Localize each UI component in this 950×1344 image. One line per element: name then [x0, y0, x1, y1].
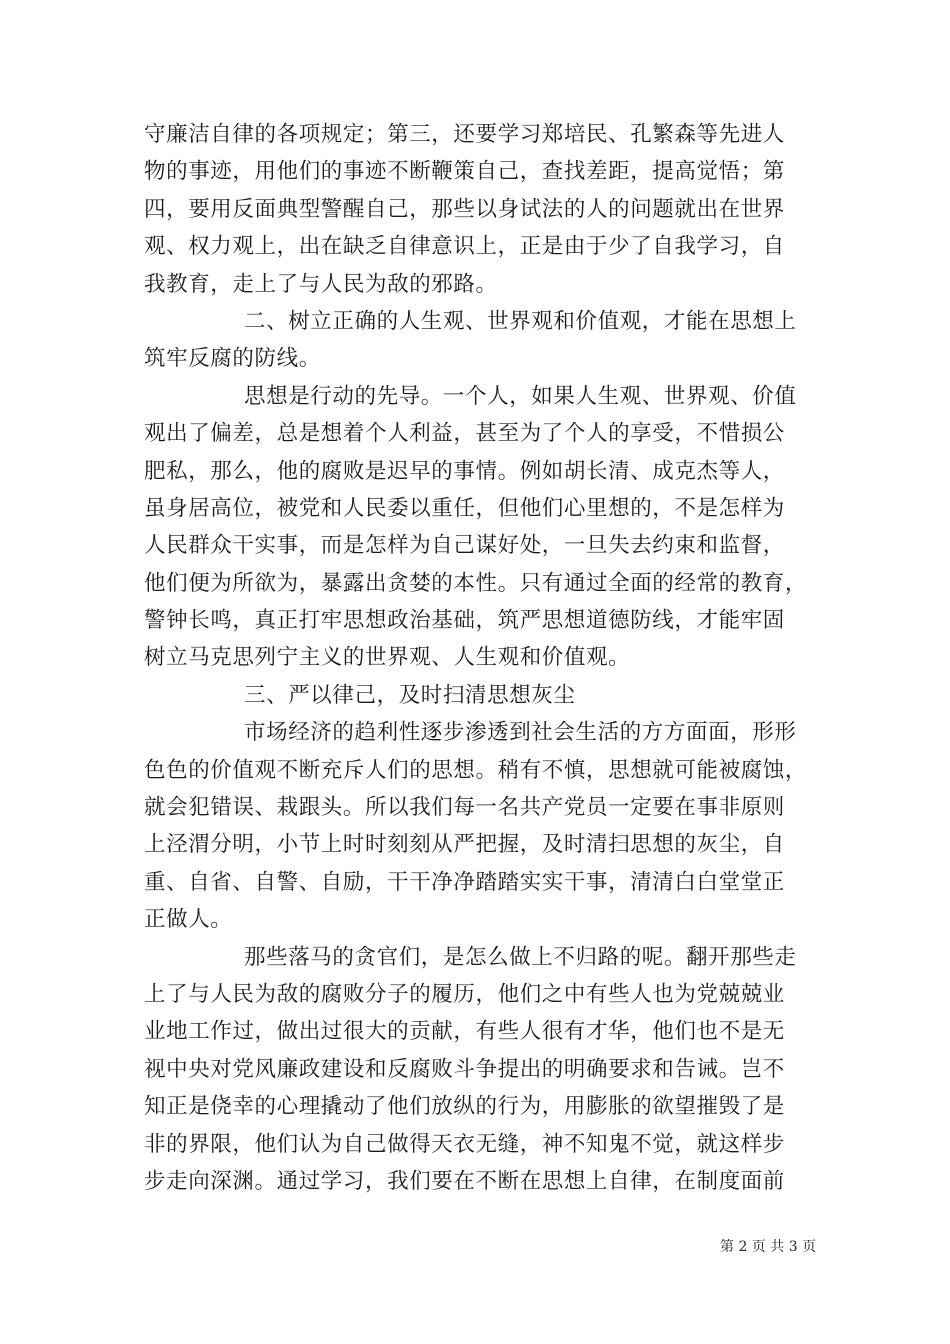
- text-line: 重、自省、自警、自励，干干净净踏踏实实干事，清清白白堂堂正: [144, 869, 785, 895]
- text-line: 色色的价值观不断充斥人们的思想。稍有不慎，思想就可能被腐蚀，: [144, 757, 808, 783]
- text-line: 市场经济的趋利性逐步渗透到社会生活的方方面面，形形: [244, 720, 797, 746]
- text-line: 四，要用反面典型警醒自己，那些以身试法的人的问题就出在世界: [144, 196, 785, 222]
- page-number-footer: 第 2 页 共 3 页: [720, 1239, 817, 1255]
- text-line: 业地工作过，做出过很大的贡献，有些人很有才华，他们也不是无: [144, 1019, 785, 1045]
- text-line: 三、严以律己，及时扫清思想灰尘: [244, 682, 576, 708]
- text-line: 二、树立正确的人生观、世界观和价值观，才能在思想上: [244, 308, 797, 334]
- text-line: 就会犯错误、栽跟头。所以我们每一名共产党员一定要在事非原则: [144, 795, 785, 821]
- text-line: 上泾渭分明，小节上时时刻刻从严把握，及时清扫思想的灰尘，自: [144, 832, 785, 858]
- text-line: 思想是行动的先导。一个人，如果人生观、世界观、价值: [244, 383, 797, 409]
- text-line: 虽身居高位，被党和人民委以重任，但他们心里想的，不是怎样为: [144, 495, 785, 521]
- text-line: 知正是侥幸的心理撬动了他们放纵的行为，用膨胀的欲望摧毁了是: [144, 1094, 785, 1120]
- text-line: 正做人。: [144, 907, 233, 933]
- text-line: 观、权力观上，出在缺乏自律意识上，正是由于少了自我学习，自: [144, 234, 785, 260]
- text-line: 我教育，走上了与人民为敌的邪路。: [144, 271, 498, 297]
- text-line: 他们便为所欲为，暴露出贪婪的本性。只有通过全面的经常的教育，: [144, 570, 808, 596]
- text-line: 人民群众干实事，而是怎样为自己谋好处，一旦失去约束和监督，: [144, 533, 785, 559]
- text-line: 筑牢反腐的防线。: [144, 346, 321, 372]
- text-line: 守廉洁自律的各项规定；第三，还要学习郑培民、孔繁森等先进人: [144, 122, 785, 147]
- text-line: 上了与人民为敌的腐败分子的履历，他们之中有些人也为党兢兢业: [144, 981, 785, 1007]
- document-body: [144, 116, 814, 1200]
- text-line: 非的界限，他们认为自己做得天衣无缝，神不知鬼不觉，就这样步: [144, 1131, 785, 1157]
- text-line: 物的事迹，用他们的事迹不断鞭策自己，查找差距，提高觉悟；第: [144, 159, 785, 185]
- text-line: 树立马克思列宁主义的世界观、人生观和价值观。: [144, 645, 631, 671]
- text-line: 肥私，那么，他的腐败是迟早的事情。例如胡长清、成克杰等人，: [144, 458, 785, 484]
- text-line: 观出了偏差，总是想着个人利益，甚至为了个人的享受，不惜损公: [144, 421, 785, 447]
- text-line: 步走向深渊。通过学习，我们要在不断在思想上自律，在制度面前: [144, 1168, 785, 1194]
- text-line: 视中央对党风廉政建设和反腐败斗争提出的明确要求和告诫。岂不: [144, 1056, 785, 1082]
- text-line: 警钟长鸣，真正打牢思想政治基础，筑严思想道德防线，才能牢固: [144, 608, 785, 634]
- text-line: 那些落马的贪官们，是怎么做上不归路的呢。翻开那些走: [244, 944, 797, 970]
